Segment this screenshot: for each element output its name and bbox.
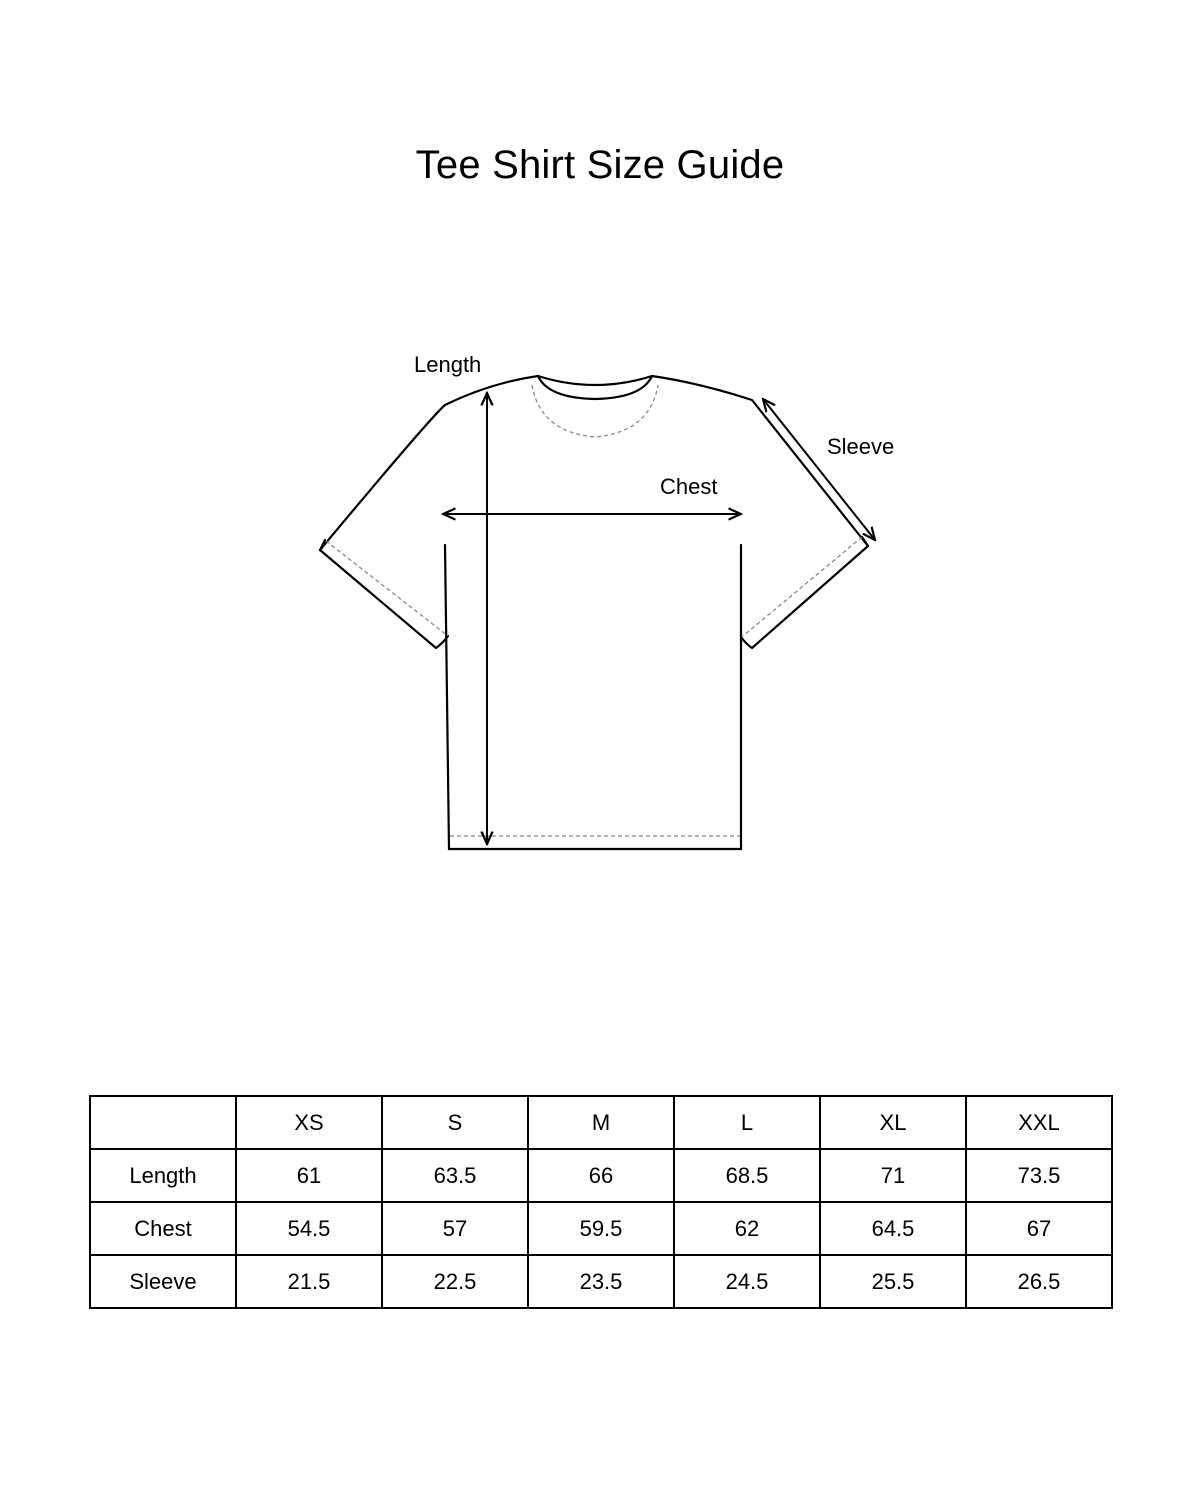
table-cell: 63.5: [382, 1149, 528, 1202]
table-cell: 26.5: [966, 1255, 1112, 1308]
table-cell: 21.5: [236, 1255, 382, 1308]
size-header-s: S: [382, 1096, 528, 1149]
size-header-row: [90, 1096, 1112, 1149]
table-cell: 67: [966, 1202, 1112, 1255]
table-cell: 25.5: [820, 1255, 966, 1308]
row-label-length: Length: [90, 1149, 236, 1202]
size-header-xs: XS: [236, 1096, 382, 1149]
size-header-xl: XL: [820, 1096, 966, 1149]
corner-cell: [90, 1096, 236, 1149]
table-cell: 73.5: [966, 1149, 1112, 1202]
table-row: [90, 1149, 1112, 1202]
table-cell: 59.5: [528, 1202, 674, 1255]
length-label: Length: [414, 352, 482, 377]
table-cell: 24.5: [674, 1255, 820, 1308]
table-cell: 68.5: [674, 1149, 820, 1202]
table-cell: 23.5: [528, 1255, 674, 1308]
sleeve-label: Sleeve: [827, 434, 895, 459]
table-cell: 66: [528, 1149, 674, 1202]
size-header-m: M: [528, 1096, 674, 1149]
sleeve-arrow: [763, 399, 875, 540]
page-title: Tee Shirt Size Guide: [415, 142, 785, 187]
table-row: [90, 1202, 1112, 1255]
table-cell: 61: [236, 1149, 382, 1202]
size-table: [89, 1095, 1113, 1309]
table-cell: 22.5: [382, 1255, 528, 1308]
size-header-xxl: XXL: [966, 1096, 1112, 1149]
tshirt-outline: [320, 376, 868, 849]
table-cell: 62: [674, 1202, 820, 1255]
table-cell: 57: [382, 1202, 528, 1255]
table-cell: 54.5: [236, 1202, 382, 1255]
row-label-chest: Chest: [90, 1202, 236, 1255]
table-cell: 71: [820, 1149, 966, 1202]
size-header-l: L: [674, 1096, 820, 1149]
table-row: [90, 1255, 1112, 1308]
table-cell: 64.5: [820, 1202, 966, 1255]
stitch-lines: [326, 385, 862, 836]
chest-label: Chest: [660, 474, 718, 499]
row-label-sleeve: Sleeve: [90, 1255, 236, 1308]
